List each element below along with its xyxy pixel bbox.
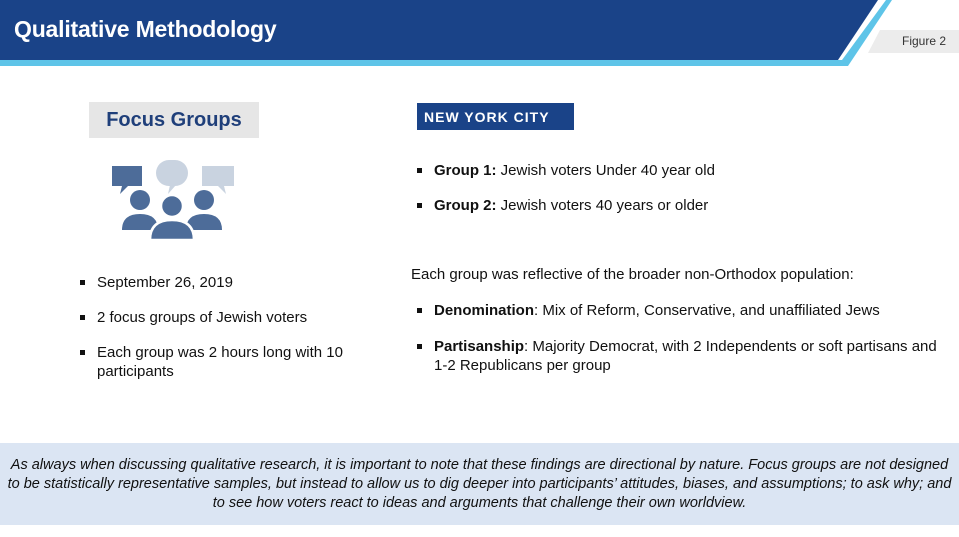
reflective-intro: Each group was reflective of the broader non-Orthodox population: bbox=[411, 266, 854, 283]
list-item: Denomination: Mix of Reform, Conservative, and unaffiliated Jews bbox=[417, 301, 937, 320]
list-item: Partisanship: Majority Democrat, with 2 Independents or soft partisans and 1-2 Republicans per group bbox=[417, 337, 937, 375]
group-list bbox=[417, 161, 937, 231]
event-details-list bbox=[80, 273, 360, 397]
list-item: Each group was 2 hours long with 10 participants bbox=[80, 343, 360, 381]
disclaimer-box bbox=[0, 443, 959, 525]
figure-label: Figure 2 bbox=[901, 34, 947, 48]
attribute-list bbox=[417, 301, 937, 392]
focus-groups-box bbox=[89, 102, 259, 138]
focus-groups-title: Focus Groups bbox=[106, 109, 242, 131]
header-banner bbox=[0, 0, 959, 70]
list-item: Group 2: Jewish voters 40 years or older bbox=[417, 196, 937, 215]
location-label: NEW YORK CITY bbox=[424, 109, 550, 125]
list-item: Group 1: Jewish voters Under 40 year old bbox=[417, 161, 937, 180]
page-title: Qualitative Methodology bbox=[14, 16, 277, 42]
location-badge bbox=[417, 103, 574, 130]
list-item: September 26, 2019 bbox=[80, 273, 360, 292]
list-item: 2 focus groups of Jewish voters bbox=[80, 308, 360, 327]
disclaimer-text: As always when discussing qualitative research, it is important to note that these findings are directional by nature. Focus groups are not designed to be statistically representative samples, but instead to allow us to dig deeper into participants’ attitudes, biases, and assumptions; to ask why; and to see how voters react to ideas and arguments that challenge their own worldview. bbox=[7, 457, 952, 511]
focus-group-people-icon bbox=[110, 158, 236, 240]
